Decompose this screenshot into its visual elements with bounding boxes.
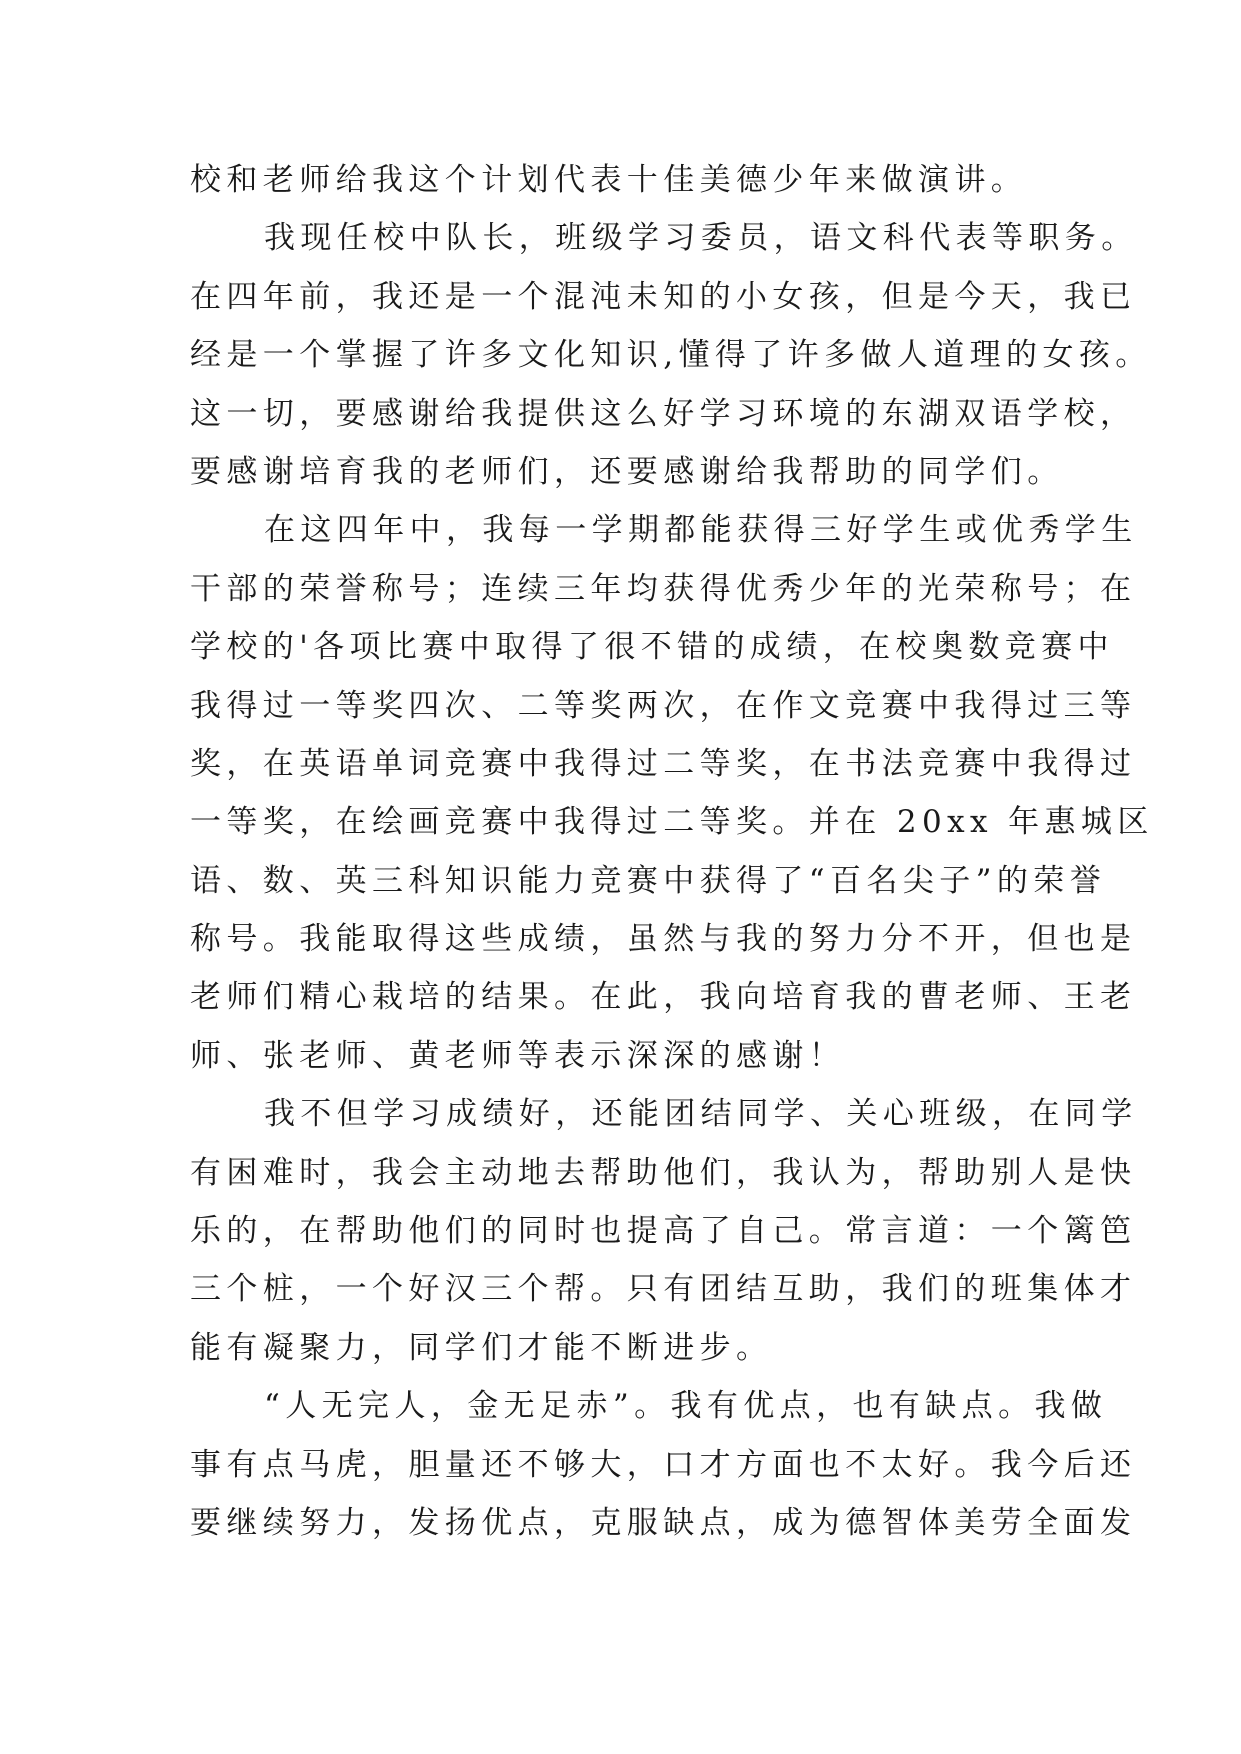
text-line: 能有凝聚力，同学们才能不断进步。: [190, 1329, 773, 1366]
text-line: 在四年前，我还是一个混沌未知的小女孩，但是今天，我已: [190, 278, 1137, 315]
text-line: 学校的'各项比赛中取得了很不错的成绩，在校奥数竞赛中: [190, 629, 1114, 666]
text-line: 校和老师给我这个计划代表十佳美德少年来做演讲。: [190, 162, 1028, 198]
text-line: 事有点马虎，胆量还不够大，口才方面也不太好。我今后还: [190, 1446, 1137, 1483]
text-line: 要感谢培育我的老师们，还要感谢给我帮助的同学们。: [190, 453, 1064, 490]
text-line: 经是一个掌握了许多文化知识,懂得了许多做人道理的女孩。: [190, 337, 1152, 374]
text-line: 一等奖，在绘画竞赛中我得过二等奖。并在 20xx 年惠城区: [190, 804, 1154, 841]
text-line: 有困难时，我会主动地去帮助他们，我认为，帮助别人是快: [190, 1154, 1137, 1191]
text-line: 语、数、英三科知识能力竞赛中获得了“百名尖子”的荣誉: [190, 862, 1107, 899]
text-line: “人无完人，金无足赤”。我有优点，也有缺点。我做: [264, 1388, 1108, 1425]
text-line: 我得过一等奖四次、二等奖两次，在作文竞赛中我得过三等: [190, 687, 1137, 724]
text-line: 称号。我能取得这些成绩，虽然与我的努力分不开，但也是: [190, 921, 1137, 958]
text-line: 这一切，要感谢给我提供这么好学习环境的东湖双语学校，: [190, 395, 1137, 432]
speech-body-text: [190, 151, 1154, 1552]
text-line: 老师们精心栽培的结果。在此，我向培育我的曹老师、王老: [190, 979, 1137, 1016]
text-line: 在这四年中，我每一学期都能获得三好学生或优秀学生: [264, 512, 1138, 549]
text-line: 师、张老师、黄老师等表示深深的感谢！: [190, 1037, 846, 1074]
text-line: 要继续努力，发扬优点，克服缺点，成为德智体美劳全面发: [190, 1504, 1137, 1541]
text-line: 三个桩，一个好汉三个帮。只有团结互助，我们的班集体才: [190, 1271, 1137, 1308]
text-line: 我不但学习成绩好，还能团结同学、关心班级，在同学: [264, 1096, 1138, 1133]
text-line: 乐的，在帮助他们的同时也提高了自己。常言道：一个篱笆: [190, 1213, 1137, 1250]
text-line: 我现任校中队长，班级学习委员，语文科代表等职务。: [264, 220, 1138, 257]
text-line: 干部的荣誉称号；连续三年均获得优秀少年的光荣称号；在: [190, 570, 1137, 607]
text-line: 奖，在英语单词竞赛中我得过二等奖，在书法竞赛中我得过: [190, 745, 1137, 782]
